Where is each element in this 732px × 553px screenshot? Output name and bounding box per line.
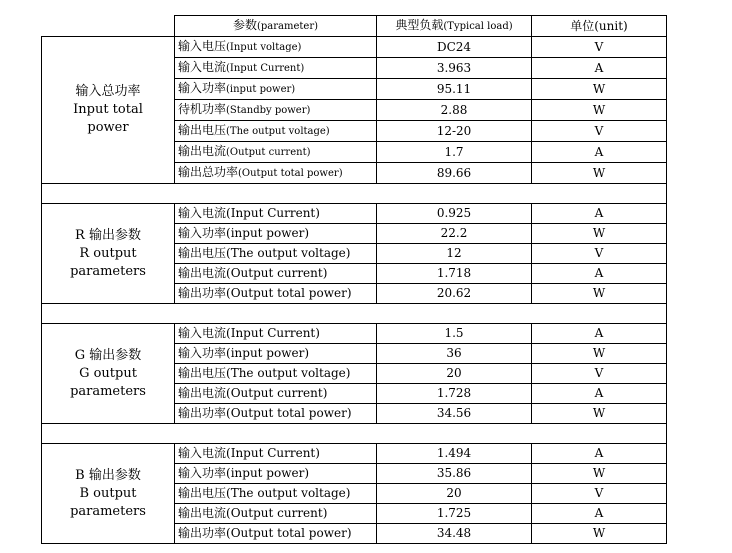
param-cell — [175, 121, 377, 142]
unit-cell: W — [532, 464, 667, 484]
value-cell: 95.11 — [377, 79, 532, 100]
value-cell: 20 — [377, 364, 532, 384]
group-label-line: parameters — [70, 263, 146, 279]
value-cell: 20 — [377, 484, 532, 504]
table-row — [42, 324, 667, 344]
value-cell: 34.56 — [377, 404, 532, 424]
param-cell — [175, 79, 377, 100]
unit-cell: A — [532, 204, 667, 224]
group-label-line: 输入总功率 — [75, 84, 141, 99]
unit-cell: A — [532, 444, 667, 464]
value-cell: 1.725 — [377, 504, 532, 524]
param-en: (Input Current) — [226, 63, 305, 74]
param-cn: 输出电流 — [178, 506, 227, 520]
param-cn: 输出电流 — [178, 144, 227, 158]
param-cn: 输入功率 — [178, 466, 227, 480]
param-cn: 待机功率 — [178, 102, 227, 116]
unit-cell: W — [532, 163, 667, 184]
unit-cell: A — [532, 504, 667, 524]
spacer-row — [42, 304, 667, 324]
param-en: (Input Current) — [226, 326, 320, 340]
header-row — [42, 16, 667, 37]
param-cn: 输入电流 — [178, 326, 227, 340]
param-en: (input power) — [226, 466, 310, 480]
value-cell: 1.728 — [377, 384, 532, 404]
param-en: (Standby power) — [226, 105, 311, 116]
group-label-line: B 输出参数 — [75, 467, 141, 483]
param-cn: 输入电流 — [178, 60, 227, 74]
param-cell — [175, 344, 377, 364]
param-cell — [175, 163, 377, 184]
param-en: (Input Current) — [226, 206, 320, 220]
value-cell: DC24 — [377, 37, 532, 58]
param-cn: 输入电流 — [178, 446, 227, 460]
param-cn: 输出功率 — [178, 286, 227, 300]
param-cn: 输出电压 — [178, 123, 227, 137]
param-cell — [175, 444, 377, 464]
param-en: (Output total power) — [226, 406, 352, 420]
param-cell — [175, 504, 377, 524]
table-row — [42, 204, 667, 224]
param-cn: 输入电压 — [178, 39, 227, 53]
param-cell — [175, 484, 377, 504]
group-label-line: parameters — [70, 383, 146, 399]
unit-cell: A — [532, 264, 667, 284]
group-label-line: G output — [79, 365, 137, 381]
param-cell — [175, 404, 377, 424]
spec-table — [41, 15, 667, 544]
param-cn: 输出功率 — [178, 526, 227, 540]
param-cell — [175, 384, 377, 404]
unit-cell: W — [532, 404, 667, 424]
param-en: (Output current) — [226, 266, 328, 280]
unit-cell: W — [532, 100, 667, 121]
param-cell — [175, 364, 377, 384]
value-cell: 2.88 — [377, 100, 532, 121]
value-cell: 22.2 — [377, 224, 532, 244]
spacer-cell — [42, 184, 667, 204]
value-cell: 0.925 — [377, 204, 532, 224]
group-label — [42, 444, 175, 544]
param-cell — [175, 524, 377, 544]
value-cell: 1.5 — [377, 324, 532, 344]
group-label-line: R 输出参数 — [75, 227, 141, 243]
value-cell: 1.7 — [377, 142, 532, 163]
param-en: (Output current) — [226, 506, 328, 520]
param-cell — [175, 324, 377, 344]
unit-cell: W — [532, 79, 667, 100]
param-cn: 输入功率 — [178, 81, 227, 95]
unit-cell: W — [532, 224, 667, 244]
header-value: 典型负载(Typical load) — [377, 16, 532, 37]
group-label-line: parameters — [70, 503, 146, 519]
param-cn: 输出电流 — [178, 386, 227, 400]
value-cell: 12 — [377, 244, 532, 264]
param-en: (The output voltage) — [226, 366, 351, 380]
value-cell: 20.62 — [377, 284, 532, 304]
param-cell — [175, 244, 377, 264]
param-en: (Output current) — [226, 147, 311, 158]
group-label-line: G 输出参数 — [74, 347, 142, 363]
unit-cell: A — [532, 58, 667, 79]
param-en: (Output total power) — [226, 286, 352, 300]
param-cell — [175, 37, 377, 58]
spacer-row — [42, 424, 667, 444]
table-row — [42, 444, 667, 464]
param-cell — [175, 264, 377, 284]
param-en: (Output total power) — [226, 526, 352, 540]
param-en: (The output voltage) — [226, 246, 351, 260]
value-cell: 35.86 — [377, 464, 532, 484]
param-cn: 输入功率 — [178, 226, 227, 240]
value-cell: 1.718 — [377, 264, 532, 284]
group-label-line: Input total — [73, 102, 143, 117]
param-cell — [175, 204, 377, 224]
spacer-cell — [42, 304, 667, 324]
param-en: (Output total power) — [238, 168, 343, 179]
value-cell: 34.48 — [377, 524, 532, 544]
param-en: (input power) — [226, 84, 296, 95]
param-cn: 输出电压 — [178, 246, 227, 260]
unit-cell: V — [532, 484, 667, 504]
unit-cell: A — [532, 384, 667, 404]
table-row — [42, 37, 667, 58]
param-en: (Input Current) — [226, 446, 320, 460]
header-unit: 单位(unit) — [532, 16, 667, 37]
param-en: (The output voltage) — [226, 486, 351, 500]
header-blank-cell — [42, 16, 175, 37]
param-en: (input power) — [226, 346, 310, 360]
param-cell — [175, 100, 377, 121]
param-cn: 输出电流 — [178, 266, 227, 280]
param-cn: 输出电压 — [178, 486, 227, 500]
param-cn: 输入电流 — [178, 206, 227, 220]
spacer-cell — [42, 424, 667, 444]
unit-cell: A — [532, 324, 667, 344]
value-cell: 3.963 — [377, 58, 532, 79]
param-cell — [175, 464, 377, 484]
value-cell: 36 — [377, 344, 532, 364]
param-cn: 输出电压 — [178, 366, 227, 380]
unit-cell: V — [532, 37, 667, 58]
param-en: (input power) — [226, 226, 310, 240]
unit-cell: A — [532, 142, 667, 163]
value-cell: 1.494 — [377, 444, 532, 464]
param-cn: 输入功率 — [178, 346, 227, 360]
param-en: (Output current) — [226, 386, 328, 400]
param-en: (Input voltage) — [226, 42, 302, 53]
spacer-row — [42, 184, 667, 204]
group-label — [42, 324, 175, 424]
unit-cell: W — [532, 344, 667, 364]
param-cell — [175, 224, 377, 244]
group-label-line: power — [87, 120, 129, 135]
param-en: (The output voltage) — [226, 126, 330, 137]
value-cell: 12-20 — [377, 121, 532, 142]
unit-cell: W — [532, 284, 667, 304]
unit-cell: V — [532, 121, 667, 142]
param-cell — [175, 58, 377, 79]
unit-cell: W — [532, 524, 667, 544]
param-cn: 输出功率 — [178, 406, 227, 420]
unit-cell: V — [532, 364, 667, 384]
group-label-line: B output — [79, 485, 137, 501]
value-cell: 89.66 — [377, 163, 532, 184]
param-cell — [175, 142, 377, 163]
param-cell — [175, 284, 377, 304]
group-label — [42, 204, 175, 304]
param-cn: 输出总功率 — [178, 165, 239, 179]
header-param: 参数(parameter) — [175, 16, 377, 37]
unit-cell: V — [532, 244, 667, 264]
group-label-line: R output — [79, 245, 137, 261]
group-label — [42, 37, 175, 184]
